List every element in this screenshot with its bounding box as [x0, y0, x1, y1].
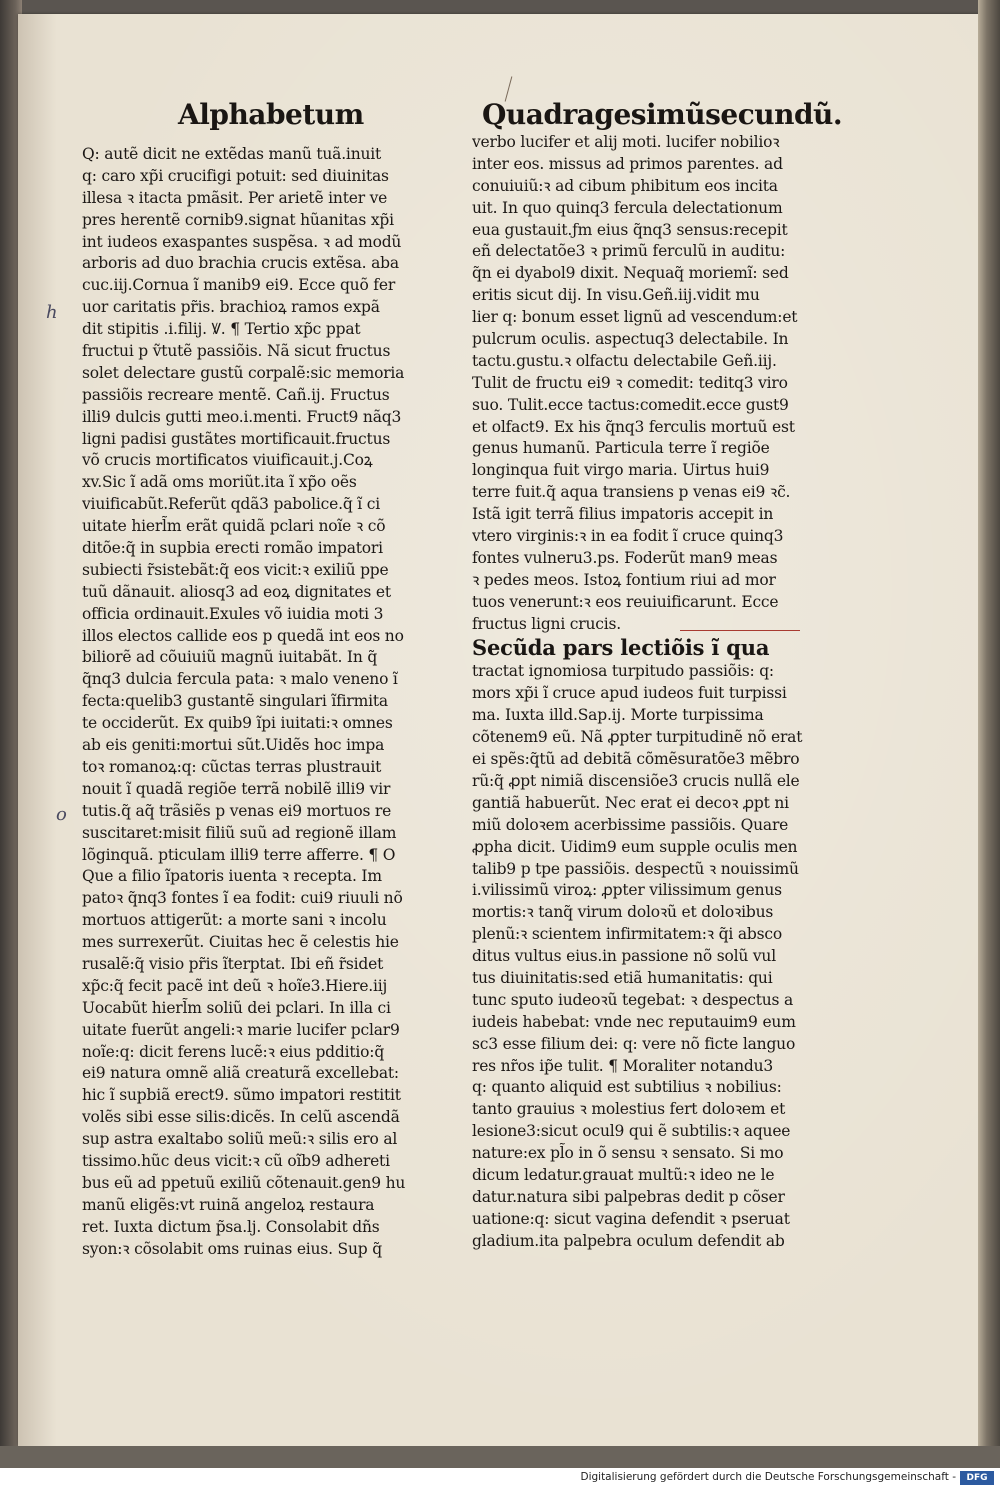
text-line: dit stipitis .i.filij. Ꝟ. ¶ Tertio xp̃c ppat [82, 320, 361, 339]
text-line: rusalẽ:q̃ visio pr̃is ĩterptat. Ibi eñ r̃sidet [82, 954, 384, 973]
dfg-logo: DFG [960, 1471, 994, 1485]
text-line: võ crucis mortificatos viuificauit.j.Coꝝ [82, 451, 373, 470]
text-line: fructui p ṽtutẽ passiõis. Nã sicut fructus [82, 342, 391, 361]
text-line: eñ delectatõe3 ꝛ primũ ferculũ in auditu: [472, 242, 786, 261]
text-line: pulcrum oculis. aspectuq3 delectabile. In [472, 330, 789, 349]
text-line: et olfact9. Ex his q̃nq3 ferculis mortuũ est [472, 417, 795, 436]
text-line: gantiã habuerũt. Nec erat ei decoꝛ ꝓpt ni [472, 793, 789, 812]
text-line: talib9 p tpe passiõis. despectũ ꝛ nouissimũ [472, 859, 799, 878]
text-line: tissimo.hũc deus vicit:ꝛ cũ oĩb9 adhereti [82, 1151, 390, 1170]
text-line: conuiuiũ:ꝛ ad cibum phibitum eos incita [472, 176, 778, 195]
text-line: solet delectare gustũ corpalẽ:sic memoria [82, 363, 405, 382]
text-line: lõginquã. pticulam illi9 terre afferre. ¶ O [82, 845, 396, 864]
text-line: tanto grauius ꝛ molestius fert doloꝛem et [472, 1100, 786, 1119]
header-right-text: Quadragesimũsecundũ. [482, 98, 843, 131]
text-line: res nr̃os ip̃e tulit. ¶ Moraliter notandu3 [472, 1056, 774, 1075]
text-line: uitate hierl̃m erãt quidã pclari noĩe ꝛ cõ [82, 517, 386, 536]
text-line: noĩe:q: dicit ferens lucẽ:ꝛ eius pdditio:q̃ [82, 1042, 385, 1061]
text-line: illi9 dulcis gutti meo.i.menti. Fruct9 nãq3 [82, 407, 402, 426]
text-line: sc3 esse filium dei: q: vere nõ ficte languo [472, 1034, 796, 1053]
text-line: bus eũ ad ppetuũ exiliũ cõtenauit.gen9 hu [82, 1173, 406, 1192]
text-line: q̃n ei dyabol9 dixit. Nequaq̃ moriemĩ: sed [472, 264, 789, 283]
section-heading: Secũda pars lectiõis ĩ qua [472, 635, 770, 661]
text-line: q̃nq3 dulcia fercula pata: ꝛ malo veneno ĩ [82, 670, 398, 689]
right-column-top-block [472, 132, 822, 635]
text-line: ab eis geniti:mortui sũt.Uidẽs hoc impa [82, 736, 385, 755]
text-line: toꝛ romanoꝝ:q: cũctas terras plustrauit [82, 757, 382, 776]
text-line: tuos venerunt:ꝛ eos reuiuificarunt. Ecce [472, 592, 779, 611]
text-line: datur.natura sibi palpebras dedit p cõser [472, 1187, 785, 1206]
text-line: subiecti r̃sistebãt:q̃ eos vicit:ꝛ exiliũ ppe [82, 560, 389, 579]
text-line: q: caro xp̃i crucifigi potuit: sed diuinitas [82, 166, 389, 185]
text-line: tractat ignomiosa turpitudo passiõis: q: [472, 662, 774, 681]
margin-note: h [46, 302, 58, 323]
text-line: inter eos. missus ad primos parentes. ad [472, 154, 783, 173]
rubric-underline [680, 630, 800, 631]
text-line: mortuos attigerũt: a morte sani ꝛ incolu [82, 911, 387, 930]
text-line: ei spẽs:q̃tũ ad debitã cõmẽsuratõe3 mẽbro [472, 750, 800, 769]
text-line: int iudeos exaspantes suspẽsa. ꝛ ad modũ [82, 232, 402, 251]
text-line: tunc sputo iudeoꝛũ tegebat: ꝛ despectus a [472, 990, 794, 1009]
text-line: fructus ligni crucis. [472, 614, 621, 633]
text-line: suscitaret:misit filiũ suũ ad regionẽ illam [82, 823, 397, 842]
text-line: rũ:q̃ ꝓpt nimiã discensiõe3 crucis nullã ele [472, 771, 800, 790]
text-line: fecta:quelib3 gustantẽ singulari ĩfirmita [82, 692, 388, 711]
text-line: suo. Tulit.ecce tactus:comedit.ecce gust9 [472, 395, 789, 414]
text-line: iudeis habebat: vnde nec reputauim9 eum [472, 1012, 796, 1031]
text-line: Tulit de fructu ei9 ꝛ comedit: teditq3 viro [472, 373, 788, 392]
text-line: volẽs sibi esse silis:dicẽs. In celũ ascendã [82, 1108, 400, 1127]
text-line: ret. Iuxta dictum p̃sa.lj. Consolabit dñs [82, 1217, 380, 1236]
text-line: illesa ꝛ itacta pmãsit. Per arietẽ inter ve [82, 188, 388, 207]
text-line: passiõis recreare mentẽ. Cañ.ij. Fructus [82, 385, 390, 404]
text-line: Istã igit terrã filius impatoris accepit in [472, 505, 774, 524]
text-line: viuificabũt.Referũt qdã3 pabolice.q̃ ĩ ci [82, 495, 380, 514]
text-line: lesione3:sicut ocul9 qui ẽ subtilis:ꝛ aquee [472, 1122, 791, 1141]
text-line: hic ĩ supbiã erect9. sũmo impatori restitit [82, 1086, 401, 1105]
text-line: biliorẽ ad cõuiuiũ magnũ iuitabãt. In q̃ [82, 648, 378, 667]
text-line: ditus vultus eius.in passione nõ solũ vul [472, 947, 776, 966]
text-line: miũ doloꝛem acerbissime passiõis. Quare [472, 815, 789, 834]
text-line: terre fuit.q̃ aqua transiens p venas ei9 ꝛc̃. [472, 483, 791, 502]
left-text-column [82, 144, 432, 1260]
text-line: Que a filio ĩpatoris iuenta ꝛ recepta. Im [82, 867, 382, 886]
text-line: eritis sicut dij. In visu.Geñ.iij.vidit mu [472, 286, 760, 305]
text-line: fontes vulneru3.ps. Foderũt man9 meas [472, 548, 778, 567]
text-line: longinqua fuit virgo maria. Uirtus hui9 [472, 461, 770, 480]
text-line: arboris ad duo brachia crucis extẽsa. aba [82, 254, 399, 273]
text-line: uitate fuerũt angeli:ꝛ marie lucifer pclar9 [82, 1020, 400, 1039]
header-left-text: Alphabetum [178, 98, 364, 131]
text-line: tuũ dãnauit. aliosq3 ad eoꝝ dignitates et [82, 582, 391, 601]
text-line: cuc.iij.Cornua ĩ manib9 ei9. Ecce quõ fer [82, 276, 396, 295]
text-line: patoꝛ q̃nq3 fontes ĩ ea fodit: cui9 riuuli nõ [82, 889, 403, 908]
text-line: pres herentẽ cornib9.signat hũanitas xp̃i [82, 210, 394, 229]
text-line: Uocabũt hierl̃m soliũ dei pclari. In illa ci [82, 998, 391, 1017]
text-line: Q: autẽ dicit ne extẽdas manũ tuã.inuit [82, 145, 382, 163]
digitization-footer [0, 1468, 1000, 1489]
text-line: nouit ĩ quadã regiõe terrã nobilẽ illi9 vir [82, 779, 391, 798]
text-line: ligni padisi gustãtes mortificauit.fructus [82, 429, 391, 448]
page-bottom-shadow [0, 1446, 1000, 1468]
text-line: tutis.q̃ aq̃ trãsiẽs p venas ei9 mortuos re [82, 801, 392, 820]
text-line: genus humanũ. Particula terre ĩ regiõe [472, 439, 770, 458]
right-column-bottom-block [472, 661, 822, 1252]
text-line: te occiderũt. Ex quib9 ĩpi iuitati:ꝛ omnes [82, 714, 393, 733]
running-header-right [482, 98, 842, 131]
text-line: ma. Iuxta illd.Sap.ij. Morte turpissima [472, 706, 764, 725]
text-line: mes surrexerũt. Ciuitas hec ẽ celestis hie [82, 933, 399, 952]
text-line: ꝛ pedes meos. Istoꝝ fontium riui ad mor [472, 570, 776, 589]
text-line: eua gustauit.ƒm eius q̃nq3 sensus:recepit [472, 220, 788, 239]
margin-note: o [56, 804, 67, 825]
page-edge [978, 0, 1000, 1450]
text-line: nature:ex pl̃o in õ sensu ꝛ sensato. Si mo [472, 1144, 784, 1163]
text-line: mortis:ꝛ tanq̃ virum doloꝛũ et doloꝛibus [472, 903, 774, 922]
text-line: syon:ꝛ cõsolabit oms ruinas eius. Sup q̃ [82, 1239, 382, 1258]
text-line: uor caritatis pr̃is. brachioꝝ ramos expã [82, 298, 380, 317]
text-line: ei9 natura omnẽ aliã creaturã excellebat: [82, 1064, 399, 1083]
text-line: xv.Sic ĩ adã oms moriũt.ita ĩ xp̃o oẽs [82, 473, 357, 492]
text-line: gladium.ita palpebra oculum defendit ab [472, 1231, 785, 1250]
footer-credit: Digitalisierung gefördert durch die Deutsche Forschungsgemeinschaft - [580, 1471, 956, 1483]
text-line: ꝓpha dicit. Uidim9 eum supple oculis men [472, 837, 798, 856]
text-line: lier q: bonum esset lignũ ad vescendum:et [472, 308, 798, 327]
text-line: q: quanto aliquid est subtilius ꝛ nobilius: [472, 1078, 782, 1097]
text-line: sup astra exaltabo soliũ meũ:ꝛ silis ero al [82, 1130, 398, 1149]
text-line: plenũ:ꝛ scientem infirmitatem:ꝛ q̃i absco [472, 925, 782, 944]
text-line: dicum ledatur.grauat multũ:ꝛ ideo ne le [472, 1165, 775, 1184]
right-text-column [472, 132, 822, 1253]
text-line: cõtenem9 eũ. Nã ꝓpter turpitudinẽ nõ erat [472, 728, 803, 747]
text-line: vtero virginis:ꝛ in ea fodit ĩ cruce quinq3 [472, 527, 784, 546]
text-line: uatione:q: sicut vagina defendit ꝛ pseruat [472, 1209, 790, 1228]
text-line: officia ordinauit.Exules võ iuidia moti 3 [82, 604, 384, 623]
text-line: tus diuinitatis:sed etiã humanitatis: qui [472, 968, 773, 987]
text-line: tactu.gustu.ꝛ olfactu delectabile Geñ.iij. [472, 351, 777, 370]
text-line: xp̃c:q̃ fecit pacẽ int deũ ꝛ hoĩe3.Hiere.iij [82, 976, 388, 995]
text-line: uit. In quo quinq3 fercula delectationum [472, 198, 783, 217]
text-line: i.vilissimũ viroꝝ: ꝓpter vilissimum genus [472, 881, 782, 900]
text-line: verbo lucifer et alij moti. lucifer nobilioꝛ [472, 133, 780, 151]
text-line: ditõe:q̃ in supbia erecti romão impatori [82, 539, 383, 558]
running-header-left [178, 98, 364, 131]
text-line: mors xp̃i ĩ cruce apud iudeos fuit turpissi [472, 684, 787, 703]
text-line: illos electos callide eos p quedã int eos no [82, 626, 404, 645]
text-line: manũ eligẽs:vt ruinã angeloꝝ restaura [82, 1195, 375, 1214]
